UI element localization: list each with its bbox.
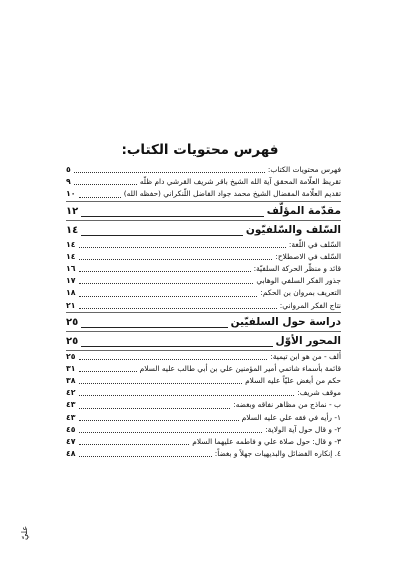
toc-leader-dots: [74, 184, 137, 185]
toc-leader-dots: [81, 216, 264, 217]
toc-entry-page: ١٧: [66, 276, 76, 286]
toc-leader-dots: [81, 235, 243, 236]
toc-entry-page: ١٢: [66, 205, 79, 217]
toc-entry-page: ٢١: [66, 300, 76, 310]
toc-entry[interactable]: [66, 176, 341, 188]
toc-entry-text: مقدّمة المؤلّف: [266, 204, 341, 217]
toc-entry-text: جذور الفكر السلفي الوهابي: [256, 276, 341, 286]
toc-entry-text: موقف شريف:: [297, 388, 341, 398]
toc-entry-text: قائد و منظّر الحركة السلفيّة:: [253, 263, 341, 273]
toc-entry[interactable]: [66, 375, 341, 387]
toc-leader-dots: [79, 432, 263, 433]
toc-entry-page: ٣٨: [66, 376, 76, 386]
toc-entry-page: ٤٣: [66, 400, 76, 410]
toc-entry[interactable]: [66, 387, 341, 399]
toc-entry-text: تقريظ العلّامة المحقق آية الله الشيخ باقر شريف القرشي دام ظلّه: [139, 177, 341, 187]
toc-entry-text: ٢- و قال حول آية الولاية:: [265, 424, 341, 434]
toc-entry-page: ١٨: [66, 288, 76, 298]
toc-entry[interactable]: [66, 399, 341, 411]
toc-entry-page: ١٠: [66, 189, 76, 199]
toc-entry[interactable]: [66, 239, 341, 251]
toc-entry-page: ٣١: [66, 363, 76, 373]
toc-leader-dots: [79, 444, 190, 445]
toc-leader-dots: [79, 456, 212, 457]
toc-entry-page: ١٦: [66, 263, 76, 273]
toc-leader-dots: [81, 327, 227, 328]
toc-entry-page: ٤٥: [66, 424, 76, 434]
toc-leader-dots: [79, 359, 268, 360]
toc-entry[interactable]: [66, 188, 341, 201]
toc-leader-dots: [74, 172, 265, 173]
toc-entry-page: ١٤: [66, 224, 79, 236]
toc-entry-text: قائمة بأسماء شاتمي أمير المؤمنين علي بن أبي طالب عليه السلام: [139, 363, 341, 373]
toc-entry[interactable]: [66, 412, 341, 424]
toc-title: فهرس محتويات الكتاب:: [121, 142, 279, 158]
toc-entry-text: حكم من أبغض عليّاً عليه السلام: [245, 376, 341, 386]
page-folio: عليّ: [20, 525, 29, 540]
toc-entry-text: المحور الأوّل: [275, 334, 341, 347]
toc-entry-text: السّلف والسّلفيّون: [245, 223, 341, 236]
toc-entry[interactable]: [66, 263, 341, 275]
toc-entry-page: ٤٢: [66, 388, 76, 398]
toc-entry-text: نتاج الفكر المرواني:: [279, 300, 341, 310]
toc-entry[interactable]: [66, 351, 341, 363]
toc-entry-page: ٩: [66, 177, 71, 187]
toc-entry[interactable]: [66, 164, 341, 176]
toc-entry[interactable]: [66, 332, 341, 351]
toc-leader-dots: [81, 346, 272, 347]
toc-entry-text: ألف - من هو ابن تيمية:: [270, 351, 341, 361]
toc-entry-text: السّلف في اللّغة:: [288, 239, 341, 249]
toc-entry-page: ٤٧: [66, 437, 76, 446]
toc-entry-text: تقديم العلّامة المفضال الشيخ محمد جواد الفاضل اللّنكراني (حفظه الله): [123, 189, 341, 199]
toc-entry[interactable]: [66, 275, 341, 287]
toc-entry-page: ١٤: [66, 239, 76, 249]
toc-entry[interactable]: [66, 202, 341, 221]
toc-leader-dots: [79, 259, 273, 260]
toc-entry-text: السّلف في الاصطلاح:: [275, 251, 341, 261]
toc-leader-dots: [79, 247, 286, 248]
toc-entry[interactable]: [66, 424, 341, 436]
toc-entry[interactable]: [66, 313, 341, 332]
toc-leader-dots: [79, 296, 258, 297]
toc-entry[interactable]: [66, 287, 341, 299]
toc-entry-text: دراسة حول السلفيّين: [230, 315, 341, 328]
toc-entry-text: ٤. إنكاره الفضائل والبديهيات جهلاً و بغضاً:: [214, 449, 341, 459]
toc-entry-text: فهرس محتويات الكتاب:: [267, 165, 341, 174]
toc-entry-page: ٤٣: [66, 412, 76, 422]
toc-entry-page: ١٤: [66, 251, 76, 261]
toc-leader-dots: [79, 283, 254, 284]
toc-leader-dots: [79, 420, 239, 421]
toc-leader-dots: [79, 408, 231, 409]
toc-entry[interactable]: [66, 221, 341, 239]
toc-list: [66, 164, 341, 460]
toc-leader-dots: [79, 383, 243, 384]
toc-entry-page: ٢٥: [66, 351, 76, 361]
toc-leader-dots: [79, 395, 295, 396]
toc-entry-text: ٣- و قال: حول صلاة علي و فاطمه عليهما السلام: [192, 437, 341, 446]
toc-entry[interactable]: [66, 363, 341, 375]
toc-leader-dots: [79, 271, 251, 272]
toc-entry[interactable]: [66, 300, 341, 313]
toc-leader-dots: [79, 197, 121, 198]
toc-leader-dots: [79, 371, 137, 372]
toc-leader-dots: [79, 308, 277, 309]
toc-entry[interactable]: [66, 436, 341, 448]
toc-entry-page: ٢٥: [66, 335, 79, 347]
toc-entry-text: التعريف بمروان بن الحكم:: [260, 288, 341, 298]
toc-entry-page: ٢٥: [66, 316, 79, 328]
toc-entry-text: ب - نماذج من مظاهر نفاقه وبغضه:: [233, 400, 341, 410]
toc-entry-page: ٤٨: [66, 449, 76, 459]
toc-entry-page: ٥: [66, 165, 71, 174]
toc-entry[interactable]: [66, 448, 341, 460]
toc-entry[interactable]: [66, 251, 341, 263]
toc-entry-text: ١- رأيه في فقه علي عليه السلام: [241, 412, 341, 422]
